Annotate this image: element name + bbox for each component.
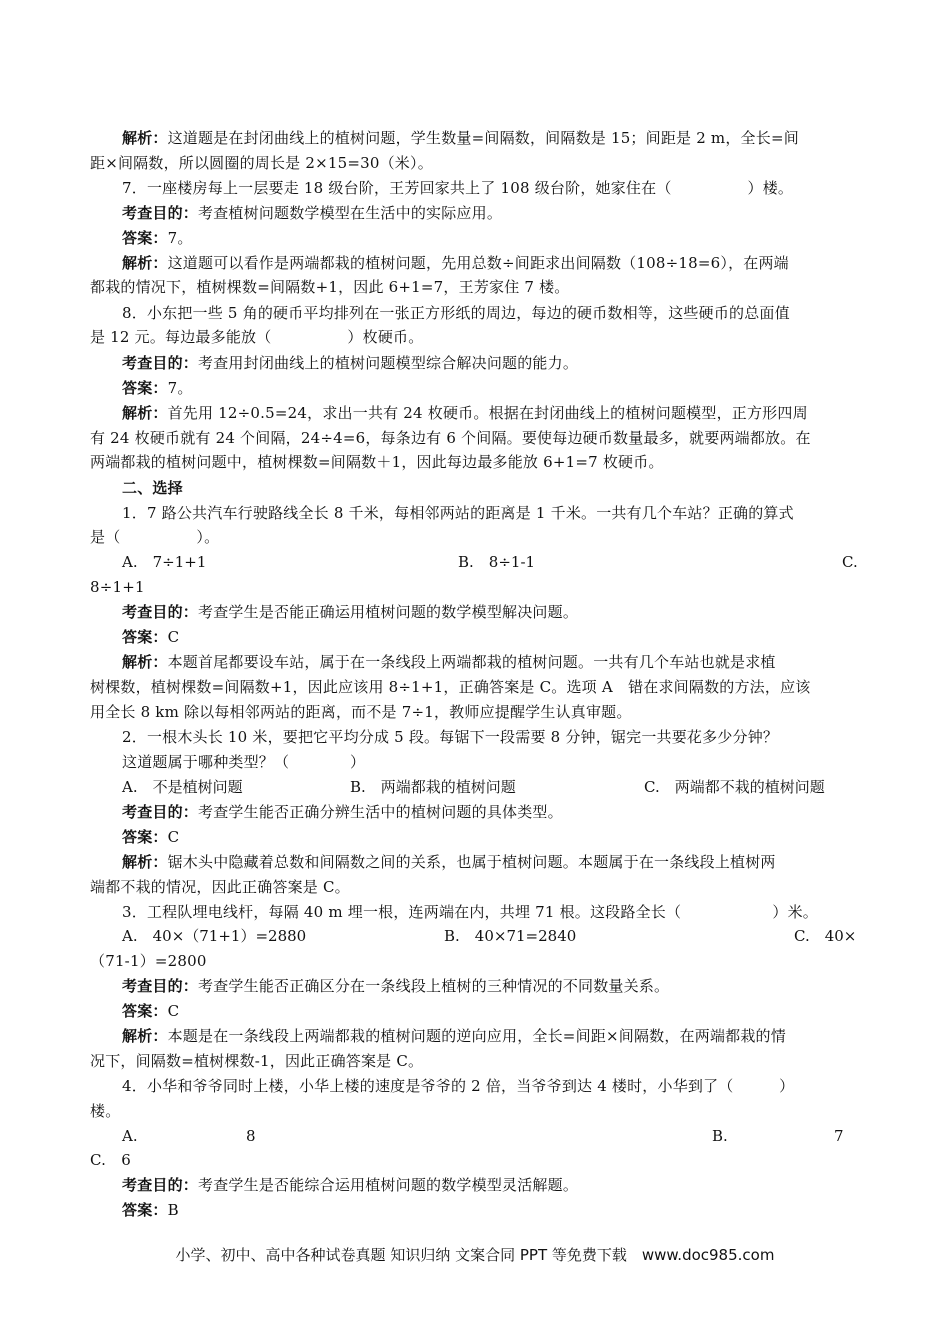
- paragraph-line: 两端都栽的植树问题中，植树棵数=间隔数＋1，因此每边最多能放 6+1=7 枚硬币。: [90, 453, 664, 471]
- choice-question-1: 1．7 路公共汽车行驶路线全长 8 千米，每相邻两站的距离是 1 千米。一共有几个车站？正确的算式: [122, 504, 794, 522]
- paragraph-line: 这道题属于哪种类型？（ ）: [122, 753, 366, 771]
- paragraph-line: 楼。: [90, 1102, 121, 1120]
- option-a-value: 8: [246, 1127, 256, 1145]
- choice-question-2-explanation: 解析：锯木头中隐藏着总数和间隔数之间的关系，也属于植树问题。本题属于在一条线段上植树两: [122, 853, 776, 871]
- choice-question-2: 2．一根木头长 10 米，要把它平均分成 5 段。每锯下一段需要 8 分钟，锯完一共要花多少分钟？: [122, 728, 779, 746]
- paragraph-line: 况下，间隔数=植树棵数-1，因此正确答案是 C。: [90, 1052, 424, 1070]
- option-b-value: 7: [834, 1127, 844, 1145]
- paragraph-line: 都栽的情况下，植树棵数=间隔数+1，因此 6+1=7，王芳家住 7 楼。: [90, 278, 570, 296]
- section-heading: 二、选择: [122, 479, 183, 497]
- choice-question-2-answer: 答案：C: [122, 828, 180, 846]
- option-c-value: （71-1）=2800: [90, 952, 207, 970]
- option-a: A. 不是植树问题: [122, 778, 243, 796]
- paragraph-line: 解析：这道题是在封闭曲线上的植树问题，学生数量=间隔数，间隔数是 15；间距是 2 m，全长=间: [122, 129, 799, 147]
- option-c: C. 40×: [794, 927, 857, 945]
- option-b: B.: [712, 1127, 728, 1145]
- question-7-explanation: 解析：这道题可以看作是两端都栽的植树问题，先用总数÷间距求出间隔数（108÷18=6），在两端: [122, 254, 789, 272]
- paragraph-line: 是（ ）。: [90, 528, 220, 546]
- option-b: B. 40×71=2840: [444, 927, 577, 945]
- question-7-answer: 答案：7。: [122, 229, 193, 247]
- option-c-value: 8÷1+1: [90, 578, 145, 596]
- option-c: C. 6: [90, 1151, 132, 1169]
- question-7: 7．一座楼房每上一层要走 18 级台阶，王芳回家共上了 108 级台阶，她家住在（ ）楼。: [122, 179, 794, 197]
- choice-question-1-answer: 答案：C: [122, 628, 180, 646]
- choice-question-3: 3．工程队埋电线杆，每隔 40 m 埋一根，连两端在内，共埋 71 根。这段路全长（ ）米。: [122, 903, 818, 921]
- choice-question-2-aim: 考查目的：考查学生能否正确分辨生活中的植树问题的具体类型。: [122, 803, 563, 821]
- question-8-aim: 考查目的：考查用封闭曲线上的植树问题模型综合解决问题的能力。: [122, 354, 579, 372]
- paragraph-line: 距×间隔数，所以圆圈的周长是 2×15=30（米）。: [90, 154, 433, 172]
- paragraph-line: 是 12 元。每边最多能放（ ）枚硬币。: [90, 328, 424, 346]
- option-b: B. 8÷1-1: [458, 553, 536, 571]
- option-a: A. 7÷1+1: [122, 553, 207, 571]
- option-a: A.: [122, 1127, 138, 1145]
- option-b: B. 两端都栽的植树问题: [350, 778, 516, 796]
- question-8-answer: 答案：7。: [122, 379, 193, 397]
- option-c: C.: [842, 553, 858, 571]
- choice-question-4-aim: 考查目的：考查学生是否能综合运用植树问题的数学模型灵活解题。: [122, 1176, 579, 1194]
- choice-question-3-explanation: 解析：本题是在一条线段上两端都栽的植树问题的逆向应用，全长=间距×间隔数，在两端都栽的情: [122, 1027, 786, 1045]
- page-footer: 小学、初中、高中各种试卷真题 知识归纳 文案合同 PPT 等免费下载 www.doc985.com: [175, 1246, 775, 1264]
- choice-question-3-answer: 答案：C: [122, 1002, 180, 1020]
- choice-question-4-answer: 答案：B: [122, 1201, 179, 1219]
- option-c: C. 两端都不栽的植树问题: [644, 778, 825, 796]
- choice-question-3-aim: 考查目的：考查学生能否正确区分在一条线段上植树的三种情况的不同数量关系。: [122, 977, 670, 995]
- choice-question-1-aim: 考查目的：考查学生是否能正确运用植树问题的数学模型解决问题。: [122, 603, 579, 621]
- choice-question-1-explanation: 解析：本题首尾都要设车站，属于在一条线段上两端都栽的植树问题。一共有几个车站也就是求植: [122, 653, 776, 671]
- paragraph-line: 树棵数，植树棵数=间隔数+1，因此应该用 8÷1+1，正确答案是 C。选项 A 错在求间隔数的方法，应该: [90, 678, 811, 696]
- question-7-aim: 考查目的：考查植树问题数学模型在生活中的实际应用。: [122, 204, 503, 222]
- question-8: 8．小东把一些 5 角的硬币平均排列在一张正方形纸的周边，每边的硬币数相等，这些硬币的总面值: [122, 304, 790, 322]
- option-a: A. 40×（71+1）=2880: [122, 927, 307, 945]
- question-8-explanation: 解析：首先用 12÷0.5=24，求出一共有 24 枚硬币。根据在封闭曲线上的植树问题模型，正方形四周: [122, 404, 808, 422]
- choice-question-4: 4．小华和爷爷同时上楼，小华上楼的速度是爷爷的 2 倍，当爷爷到达 4 楼时，小华到了（ ）: [122, 1077, 795, 1095]
- paragraph-line: 端都不栽的情况，因此正确答案是 C。: [90, 878, 350, 896]
- paragraph-line: 用全长 8 km 除以每相邻两站的距离，而不是 7÷1，教师应提醒学生认真审题。: [90, 703, 632, 721]
- paragraph-line: 有 24 枚硬币就有 24 个间隔，24÷4=6，每条边有 6 个间隔。要使每边硬币数量最多，就要两端都放。在: [90, 429, 811, 447]
